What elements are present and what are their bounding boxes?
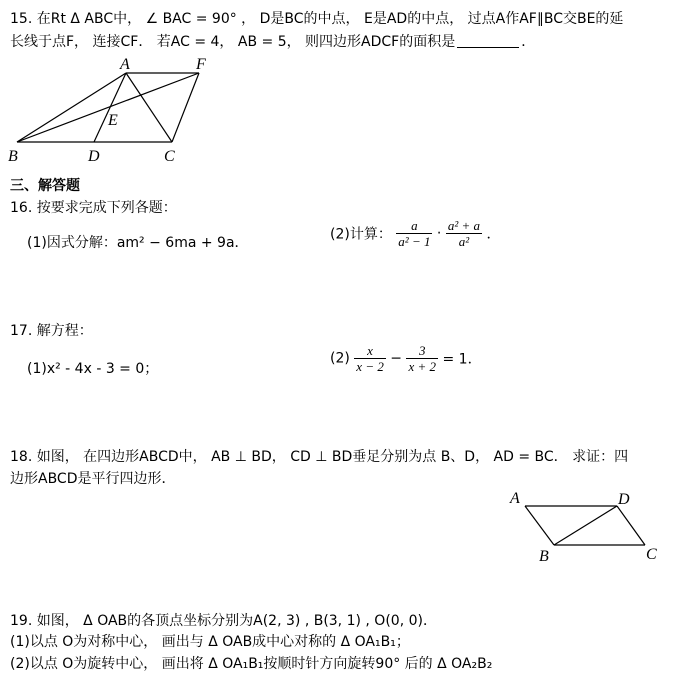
q16-part-2 [330,218,500,249]
q15-line-2-end: ． [521,34,536,50]
label-e: E [108,112,118,129]
fraction-numerator: x [354,343,386,359]
q18-line-1: 18. 如图， 在四边形ABCD中， AB ⊥ BD， CD ⊥ BD垂足分别为点 B、D， AD = BC． 求证：四 [10,449,629,465]
minus-sign: − [390,350,403,367]
segment-bf [17,73,199,142]
q15-figure [0,52,240,167]
q17-part-2 [330,343,482,374]
q15-line-1: 15. 在Rt Δ ABC中， ∠ BAC = 90° ， D是BC的中点， E是AD的中点， 过点A作AF∥BC交BE的延 [10,11,624,27]
q15-line-2-text: 长线于点F， 连接CF． 若AC = 4， AB = 5， 则四边形ADCF的面积是 [10,34,456,50]
q19-line-2: (1)以点 O为对称中心， 画出与 Δ OAB成中心对称的 Δ OA₁B₁； [10,634,410,650]
segment-ac [126,73,172,142]
answer-blank[interactable] [457,35,519,48]
label-c: C [646,546,657,563]
q15-line-2 [10,31,535,51]
label-a: A [510,490,520,507]
q19-line-1: 19. 如图， Δ OAB的各顶点坐标分别为A(2, 3) , B(3, 1) , O(0, 0)． [10,613,437,629]
label-f: F [196,56,206,73]
fraction-denominator: x + 2 [408,359,437,374]
q16-part-2-end: ． [486,226,501,243]
fraction-numerator: a [396,218,432,234]
q16-title: 16. 按要求完成下列各题： [10,200,177,216]
segment-bd [554,506,617,545]
q16-fraction-1 [396,218,432,249]
label-b: B [8,148,18,165]
q18-figure [505,485,675,567]
q17-fraction-2 [406,343,438,374]
q18-line-2: 边形ABCD是平行四边形． [10,471,176,487]
label-d: D [88,148,100,165]
multiply-dot: · [436,225,442,242]
segment-ab [525,506,554,545]
q17-fraction-1 [354,343,386,374]
segment-fc [172,73,199,142]
fraction-denominator: a² − 1 [398,234,431,249]
fraction-denominator: a² [458,234,470,249]
label-a: A [120,56,130,73]
label-b: B [539,548,549,565]
segment-dc [617,506,645,545]
q16-part-2-label: (2)计算： [330,226,392,243]
q17-part-2-label: (2) [330,350,350,367]
q17-title: 17. 解方程： [10,323,93,339]
q16-fraction-2 [446,218,482,249]
label-d: D [618,491,630,508]
fraction-numerator: a² + a [447,218,480,233]
fraction-denominator: x − 2 [356,359,384,374]
label-c: C [164,148,175,165]
section-title: 三、解答题 [10,178,80,194]
fraction-numerator: 3 [406,343,438,359]
q17-part-1: (1)x² - 4x - 3 = 0； [27,361,159,377]
q17-part-2-end: = 1． [442,351,482,368]
q19-line-3: (2)以点 O为旋转中心， 画出将 Δ OA₁B₁按顺时针方向旋转90° 后的 Δ OA₂B₂ [10,656,493,672]
q16-part-1: (1)因式分解：am² − 6ma + 9a． [27,235,249,251]
